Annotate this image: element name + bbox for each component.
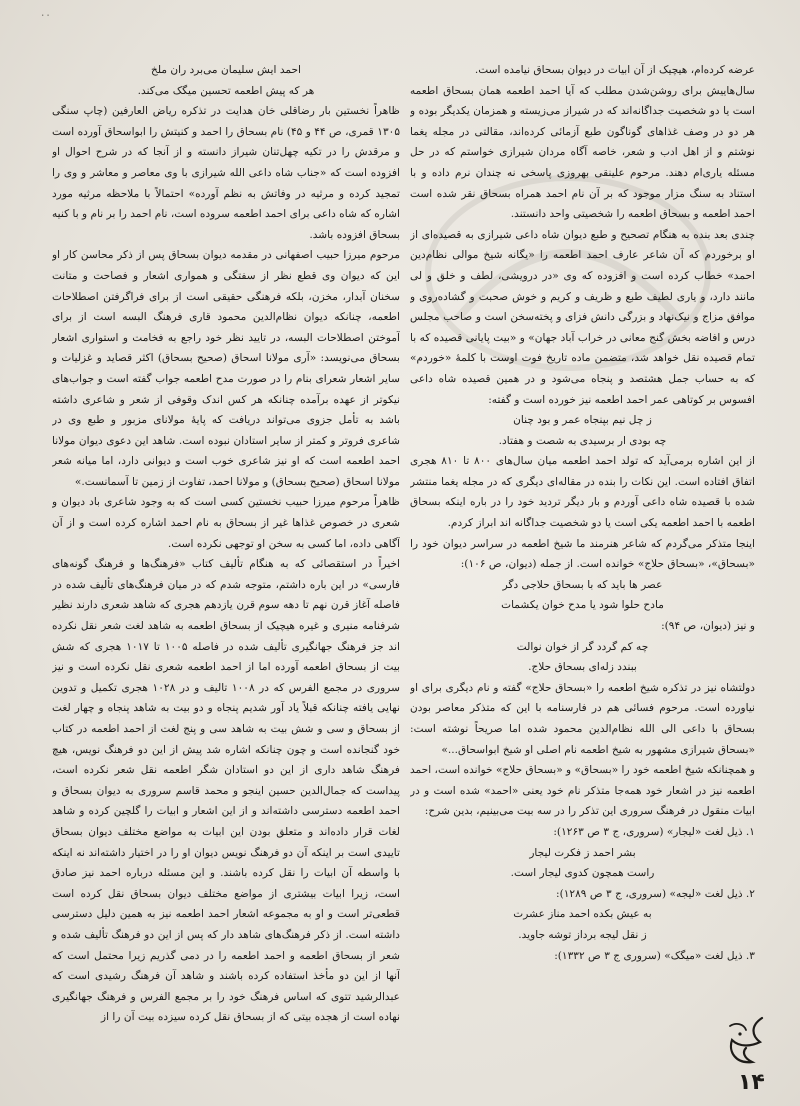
page-number: ۱۴: [738, 1070, 765, 1095]
right-column-verse-line: ببندد زله‌ای بسحاق حلاج.: [528, 661, 637, 674]
right-column-verse-line: راست همچون کدوی لیجار است.: [510, 867, 655, 880]
right-column-paragraph: و همچنانکه شیخ اطعمه خود را «بسحاق» و «بسحاق حلاج» خوانده است، احمد اطعمه نیز در اشعار خود همه‌جا متذکر نام خود یعنی «احمد» شده است و در ابیات منقول در فرهنگ سروری این تذکر را در سه بیت می‌بینیم، بدین شرح:: [410, 764, 755, 818]
right-column-verse-line: بشر احمد ز فکرت لیجار: [529, 846, 636, 859]
right-column-verse-line: چه بودی ار برسیدی به شصت و هفتاد.: [498, 434, 667, 447]
left-column-paragraph: اخیراً در استقصائی که به هنگام تألیف کتاب «فرهنگ‌ها و فرهنگ گونه‌های فارسی» در این باره داشتم، متوجه شدم که در میان فرهنگ‌های تألیف شده در فاصله آغاز قرن نهم تا دهه سوم قرن یازدهم هجری که شاهد شعری دارند نظیر شرفنامه منیری و غیره هیچیک از بسحاق اطعمه به شاهد لغت شعر نقل نکرده اند جز فرهنگ جهانگیری تألیف شده در فاصله ۱۰۰۵ تا ۱۰۱۷ هجری که شش بیت از بسحاق اطعمه آورده اما از احمد اطعمه شعری نقل نکرده است و نیز سروری در مجمع الفرس که در ۱۰۰۸ تالیف و در ۱۰۲۸ هجری تکمیل و تدوین نهایی یافته چنانکه قبلاً یاد آور شدیم پنجاه و دو بیت به شاهد پنجاه و چهار لغت از بسحاق و سی و شش بیت به شاهد سی و پنج لغت از احمد اطعمه در کتاب خود گنجانده است و چون چنانکه اشاره شد پیش از این دو فرهنگ نویس، هیچ فرهنگ شاهد داری از این دو استادان شگر اطعمه نقل شعر نکرده است، پیداست که جمال‌الدین حسین اینجو و محمد قاسم سروری به دیوان بسحاق و احمد اطعمه دسترسی داشته‌اند و از این اشعار و ابیات را گلچین کرده و شاهد لغات قرار داده‌اند و متعلق بودن این ابیات به مواضع مختلف دیوان بسحاق تاییدی است بر اینکه آن دو فرهنگ نویس دیوان او را در اختیار داشته‌اند نه اینکه با واسطه آن ابیات را نقل کرده باشند. و این مسئله درباره احمد نیز صادق است، زیرا ابیات بیشتری از مواضع مختلف دیوان بسحاق نقل کرده است قطعی‌تر است و او به مجموعه اشعار احمد اطعمه نیز به همین دلیل دسترسی داشته است. از ذکر فرهنگ‌های شاهد دار که پس از این دو فرهنگ تألیف شده و شعر از بسحاق اطعمه و احمد اطعمه را در دمی گذریم زیرا محتمل است که آنها از این دو مأخذ استفاده کرده باشند و شاهد آن فرهنگ رشیدی است که عبدالرشید تتوی که اساس فرهنگ خود را بر مجمع الفرس و فرهنگ جهانگیری نهاده است از هجده بیتی که از بسحاق نقل کرده سیزده بیت آن را از: [52, 558, 400, 1024]
left-column-paragraph: ظاهراً مرحوم میرزا حبیب نخستین کسی است که به وجود شاعری باد دیوان و شعری در خصوص غذاها غیر از بسحاق به نام احمد اشاره کرده است و از آن آگاهی داده، اما کسی به سخن او توجهی نکرده است.: [52, 496, 400, 550]
right-column-paragraph: دولتشاه نیز در تذکره شیخ اطعمه را «بسحاق حلاج» گفته و نام دیگری برای او نیاورده است. مرحوم فسائی هم در فارسنامه با این که متذکر معاصر بودن بسحاق با داعی الی الله نظام‌الدین محمود شده اما صریحاً نوشته است: «بسحاق شیرازی مشهور به شیخ اطعمه نام اصلی او شیخ ابواسحاق...»: [410, 681, 755, 756]
right-column-verse-line: چه کم گردد گر از خوان نوالت: [516, 640, 649, 653]
right-column-paragraph: ۱. ذیل لغت «لیجار» (سروری، ج ۳ ص ۱۲۶۳):: [553, 825, 755, 838]
right-column-paragraph: ۳. ذیل لغت «میگک» (سروری ج ۳ ص ۱۳۳۲):: [554, 949, 755, 962]
left-column-paragraph: ظاهراً نخستین بار رضاقلی خان هدایت در تذکره ریاض العارفین (چاپ سنگی ۱۳۰۵ قمری، ص ۴۴ و ۴۵) نام بسحاق را احمد و کنیتش را ابواسحاق آورده است و مرقدش را در تکیه چهل‌تنان شیراز دانسته و از آنجا که در شرح احوال او افزوده است که «جناب شاه داعی الله شیرازی با وی معاصر و معاشر و وی را تمجید کرده و مرثیه در وفاتش به نظم آورده» احتمالاً با ملاحظه مرثیه مورد اشاره که شاه داعی برای احمد اطعمه سروده است، نام احمد را بر نام و با کنیه بسحاق افزوده باشد.: [52, 105, 400, 241]
left-text-column: [52, 60, 400, 1095]
right-column-verse-line: عصر ها باید که با بسحاق حلاجی دگر: [502, 578, 663, 591]
right-column-paragraph: عرضه کرده‌ام، هیچیک از آن ابیات در دیوان بسحاق نیامده است.: [474, 64, 755, 76]
right-column-paragraph: سال‌هاییش برای روشن‌شدن مطلب که آیا احمد اطعمه همان بسحاق اطعمه است یا دو شخصیت جداگانه‌اند که در شیراز می‌زیسته و همزمان یکدیگر بوده و هر دو در وصف غذاهای گوناگون طبع آزمائی کرده‌اند، مقالتی در مجله یغما نوشتم و از اهل ادب و شعر، خاصه آگاه مردان شیرازی خواستم که در حل مسئله یاری‌ام دهند. مرحوم علینقی بهروزی پاسخی نه چندان نرم داده و با استناد به سنگ مزار موجود که بر آن نام احمد همراه بسحاق نقر شده است احمد اطعمه و بسحاق اطعمه را شخصیتی واحد دانستند.: [410, 84, 755, 221]
left-column-paragraph: مرحوم میرزا حبیب اصفهانی در مقدمه دیوان بسحاق پس از ذکر محاسن کار او این که دیوان وی قطع نظر از سفتگی و همواری اشعار و فصاحت و متانت سخنان آبدار، مخزن، بلکه فرهنگی حقیقی است از برای فراگرفتن اصطلاحات اطعمه، چنانکه دیوان نظام‌الدین محمود قاری فرهنگ البسه است از برای آموختن اصطلاحات البسه، در تایید نظر خود راجع به فخامت و استواری اشعار بسحاق می‌نویسد: «آری مولانا اسحاق (صحیح بسحاق) اکثر قصاید و غزلیات و سایر اشعار شعرای بنام را در صورت مدح اطعمه جواب گفته است و جواب‌های نیکوتر از عهده برآمده چنانکه هر کس اندک وقوفی از شعر و شاعری داشته باشد به تأمل جزوی می‌تواند دریافت که پایهٔ مولانای مزبور و طبع وی در شاعری فروتر و کمتر از سایر استادان نبوده است. شاهد این دعوی دیوان مولانا احمد اطعمه است که او نیز شاعری خوب است و دیوانی دارد، اما میانه شعر مولانا اسحاق (صحیح بسحاق) و مولانا احمد، تفاوت از زمین تا آسمانست.»: [52, 249, 400, 488]
right-column-verse-line: ز نقل لیجه برداز توشه جاوید.: [518, 928, 647, 941]
right-column-verse-line: ز چل نیم بپنجاه عمر و بود چنان: [513, 414, 652, 427]
left-column-verse-line: احمد ایش سلیمان می‌برد ران ملخ: [151, 64, 301, 76]
right-column-paragraph: از این اشاره برمی‌آید که تولد احمد اطعمه میان سال‌های ۸۰۰ تا ۸۱۰ هجری اتفاق افتاده است. این نکات را بنده در مقاله‌ای دیگری که در مجله یغما منتشر شده با قصیده شاه داعی آوردم و بار دیگر تردید خود را در باره اینکه بسحاق اطعمه با احمد اطعمه یکی است یا دو شخصیت جداگانه اند ابراز کردم.: [410, 455, 755, 530]
right-column-verse-line: به عیش بکده احمد مناز عشرت: [513, 908, 652, 921]
right-column-paragraph: و نیز (دیوان، ص ۹۴):: [661, 620, 755, 633]
page-corner-mark: ۰۰: [40, 10, 51, 21]
right-column-paragraph: چندی بعد بنده به هنگام تصحیح و طبع دیوان شاه داعی شیرازی به قصیده‌ای از او برخوردم که آن شاعر عارف احمد اطعمه را «یگانه شیخ موالی نظام‌دین احمد» خطاب کرده است و افزوده که وی «در درویشی، لطف و خلق و لی مانند دارد، و یاری لطیف طبع و ظریف و کریم و خوش صحبت و گشاده‌روی و موافق مزاج و نیک‌نهاد و بزرگی دانش فزای و پخته‌سخن است و صاحب مجلس درس و افاضه بخش گنج معانی در خراب آباد جهان» و «بیت پایانی قصیده که با تمام قصیده نقل خواهد شد، متضمن ماده تاریخ فوت اوست با کلمهٔ «خوردم» که به حساب جمل هشتصد و پنجاه می‌شود و در همین قصیده شاه داعی افسوس بر کوتاهی عمر احمد اطعمه نیز خورده است و گفته:: [410, 228, 755, 406]
right-text-column: [410, 60, 755, 1100]
kerman-magazine-logo: [722, 1012, 768, 1072]
left-column-verse-line: هر که پیش اطعمه تحسین میگک می‌کند.: [137, 84, 315, 97]
right-column-paragraph: اینجا متذکر می‌گردم که شاعر هنرمند ما شیخ اطعمه در سراسر دیوان خود را «بسحاق»، «بسحاق حلاج» خوانده است. از جمله (دیوان، ص ۱۰۶):: [410, 537, 755, 571]
right-column-verse-line: مادح حلوا شود یا مدح خوان یکشمات: [501, 599, 664, 612]
right-column-paragraph: ۲. ذیل لغت «لیجه» (سروری، ج ۳ ص ۱۲۸۹):: [556, 887, 755, 900]
